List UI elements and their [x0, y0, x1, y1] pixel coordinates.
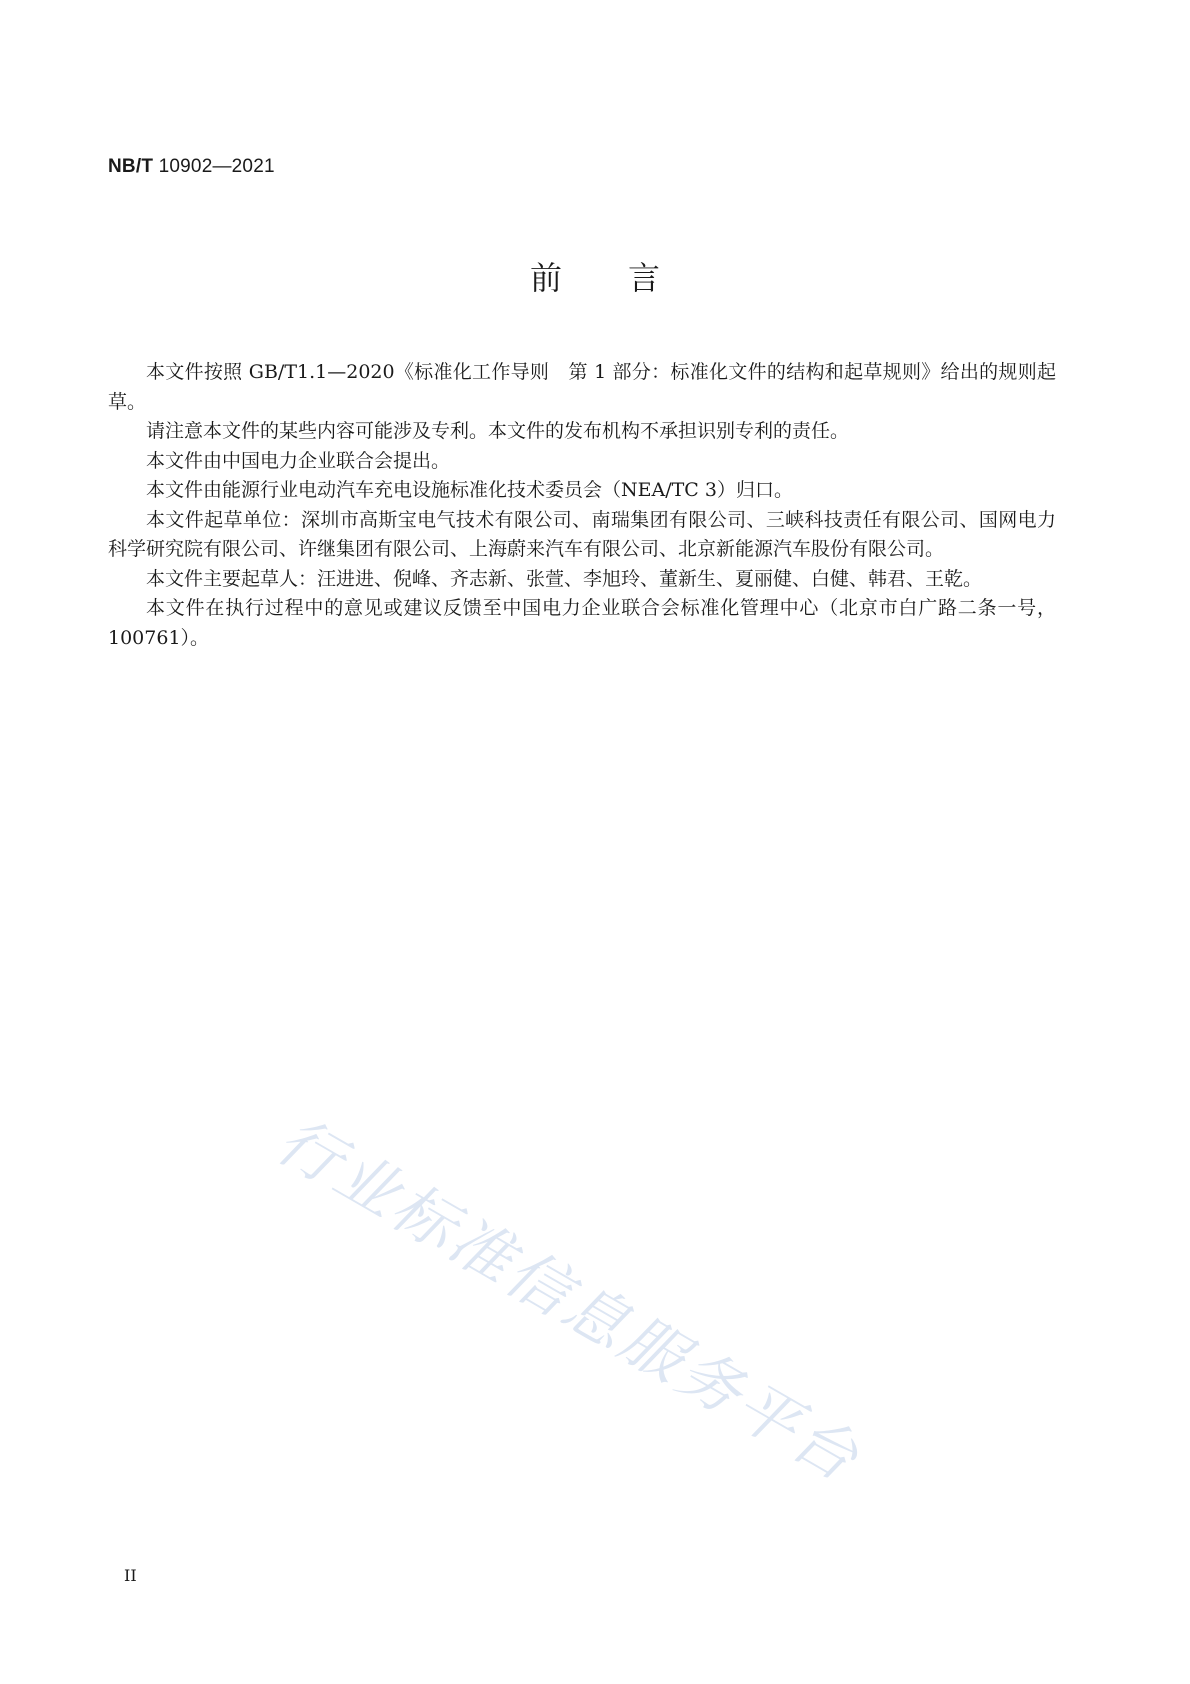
watermark-text: 行业标准信息服务平台 — [265, 1103, 874, 1497]
paragraph-proposed-by: 本文件由中国电力企业联合会提出。 — [146, 449, 451, 472]
paragraph-drafting-rules: 本文件按照 GB/T1.1—2020《标准化工作导则 第 1 部分：标准化文件的结构和起草规则》给出的规则起草。 — [108, 361, 1056, 413]
page-number: II — [124, 1566, 137, 1585]
standard-number: 10902—2021 — [158, 156, 275, 177]
foreword-body — [108, 358, 1056, 653]
paragraph-patent-notice: 请注意本文件的某些内容可能涉及专利。本文件的发布机构不承担识别专利的责任。 — [146, 420, 850, 442]
paragraph-technical-committee: 本文件由能源行业电动汽车充电设施标准化技术委员会（NEA/TC 3）归口。 — [146, 479, 793, 501]
section-title: 前言 — [529, 259, 726, 297]
paragraph-feedback: 本文件在执行过程中的意见或建议反馈至中国电力企业联合会标准化管理中心（北京市白广路二条一号，100761）。 — [108, 597, 1056, 649]
paragraph-drafters: 本文件主要起草人：汪进进、倪峰、齐志新、张萱、李旭玲、董新生、夏丽健、白健、韩君、王乾。 — [146, 567, 983, 590]
standard-prefix: NB/T — [108, 156, 154, 177]
standard-code — [108, 156, 275, 178]
paragraph-drafting-organizations: 本文件起草单位：深圳市高斯宝电气技术有限公司、南瑞集团有限公司、三峡科技责任有限公司、国网电力科学研究院有限公司、许继集团有限公司、上海蔚来汽车有限公司、北京新能源汽车股份有限公司。 — [108, 508, 1056, 560]
